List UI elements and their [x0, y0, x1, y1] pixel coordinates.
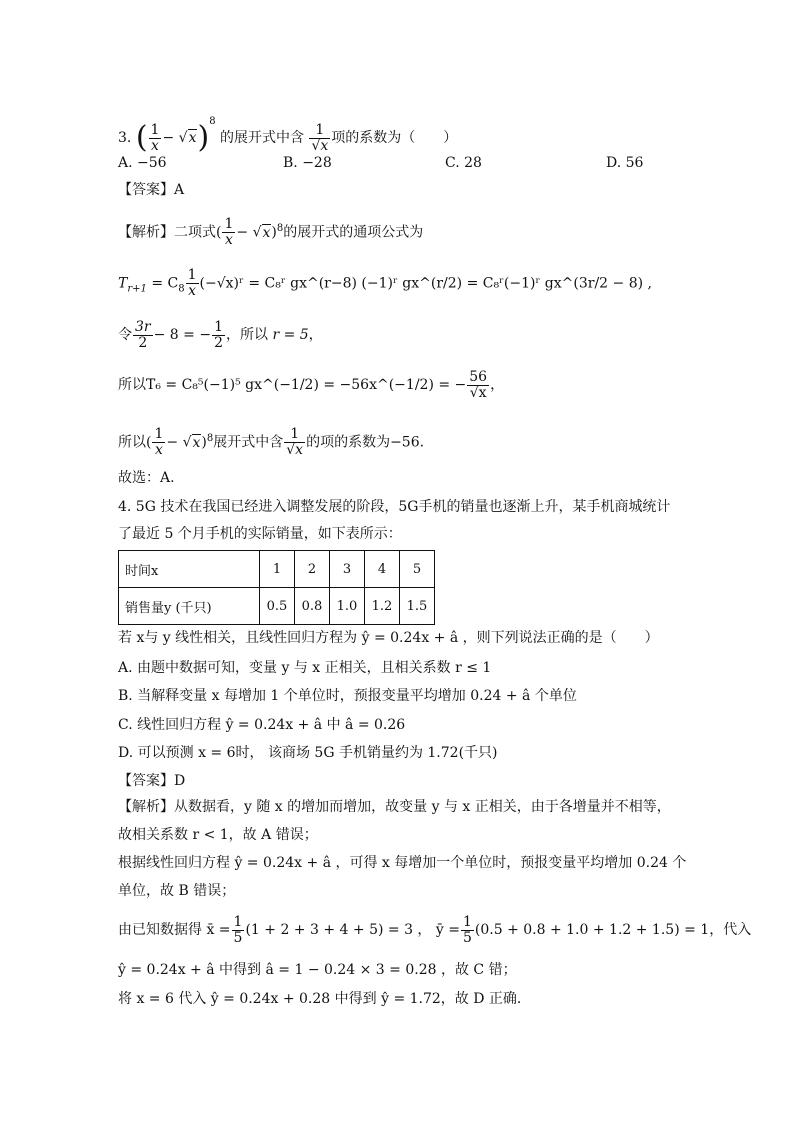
table-cell: 5	[400, 551, 435, 588]
table-cell: 1.2	[365, 588, 400, 625]
q4-analysis-3: 根据线性回归方程 ŷ = 0.24x + â ，可得 x 每增加一个单位时，预报变量平均增加 0.24 个	[118, 855, 687, 871]
q3-answer: 【答案】A	[118, 182, 185, 198]
table-row	[119, 588, 435, 625]
table-cell: 1.5	[400, 588, 435, 625]
q4-option-d: D. 可以预测 x = 6时， 该商场 5G 手机销量约为 1.72(千只)	[118, 745, 498, 761]
q4-answer: 【答案】D	[118, 773, 186, 789]
table-cell: 1.0	[330, 588, 365, 625]
q3-option-b: B. −28	[283, 155, 332, 171]
q4-analysis-1: 【解析】从数据看，y 随 x 的增加而增加，故变量 y 与 x 正相关，由于各增量并不相等，	[118, 799, 671, 815]
sales-table	[118, 550, 435, 625]
right-paren: )	[197, 120, 210, 155]
q3-option-c: C. 28	[445, 155, 482, 171]
q4-option-b: B. 当解释变量 x 每增加 1 个单位时，预报变量平均增加 0.24 + â 个单位	[118, 688, 577, 704]
table-header-sales: 销售量y (千只)	[119, 588, 260, 625]
q4-analysis-5: 由已知数据得 x̄ = $\frac{1}{5}$ (1 + 2 + 3 + 4 + 5) = 3 ， ȳ = $\frac{1}{5}$ (0.5 + 0.8 + 1.0 + 1.2 + 1.5) = 1，代入	[118, 913, 752, 946]
table-cell: 4	[365, 551, 400, 588]
q3-general-term: $T_{r+1} = C_8$ $\frac{1}{x}$ (−√x)ʳ = C₈ʳ gx^(r−8) (−1)ʳ gx^(r/2) = C₈ʳ(−1)ʳ gx^(3r/2 − 8) ,	[118, 267, 652, 299]
q3-t6-line: 所以T₆ = C₈⁵(−1)⁵ gx^(−1/2) = −56x^(−1/2) = − $\frac{56}{√x}$ ，	[118, 368, 505, 401]
q4-analysis-2: 故相关系数 r < 1，故 A 错误；	[118, 827, 318, 843]
q3-choose: 故选：A.	[118, 470, 175, 486]
q4-option-c: C. 线性回归方程 ŷ = 0.24x + â 中 â = 0.26	[118, 717, 406, 733]
q3-let-line: 令 $\frac{3r}{2}$ − 8 = − $\frac{1}{2}$ ，所以 r = 5，	[118, 318, 323, 351]
q3-analysis-line-1: 【解析】二项式( $\frac{1}{x}$ − √x)$^8$的展开式的通项公式为	[118, 216, 424, 249]
q4-option-a: A. 由题中数据可知，变量 y 与 x 正相关，且相关系数 r ≤ 1	[118, 660, 492, 676]
table-cell: 0.5	[260, 588, 295, 625]
table-cell: 2	[295, 551, 330, 588]
table-cell: 0.8	[295, 588, 330, 625]
q3-stem: 3. ( $\frac{1}{x}$ − √x)$^8$ 的展开式中含 $\frac{1}{√x}$ 项的系数为（ ）	[118, 116, 458, 155]
table-cell: 3	[330, 551, 365, 588]
q3-option-a: A. −56	[118, 155, 167, 171]
q4-stem-1: 4. 5G 技术在我国已经进入调整发展的阶段，5G手机的销量也逐渐上升，某手机商城统计	[118, 499, 671, 515]
q4-condition: 若 x与 y 线性相关，且线性回归方程为 ŷ = 0.24x + â ，则下列说法正确的是（ ）	[118, 630, 659, 646]
table-header-time: 时间x	[119, 551, 260, 588]
q3-number: 3.	[118, 130, 132, 146]
q3-fraction: $\frac{1}{x}$	[150, 121, 160, 154]
q4-stem-2: 了最近 5 个月手机的实际销量，如下表所示：	[118, 526, 402, 542]
q4-analysis-7: 将 x = 6 代入 ŷ = 0.24x + 0.28 中得到 ŷ = 1.72，故 D 正确.	[118, 991, 522, 1007]
q4-analysis-4: 单位，故 B 错误；	[118, 883, 236, 899]
left-paren: (	[135, 120, 148, 155]
q3-conclusion: 所以( $\frac{1}{x}$ − √x)$^8$展开式中含 $\frac{1}{√x}$ 的项的系数为−56.	[118, 426, 425, 459]
q3-option-d: D. 56	[606, 155, 644, 171]
table-row	[119, 551, 435, 588]
q4-analysis-6: ŷ = 0.24x + â 中得到 â = 1 − 0.24 × 3 = 0.28 ，故 C 错；	[118, 962, 517, 978]
q3-target-fraction: $\frac{1}{√x}$	[311, 121, 329, 154]
table-cell: 1	[260, 551, 295, 588]
